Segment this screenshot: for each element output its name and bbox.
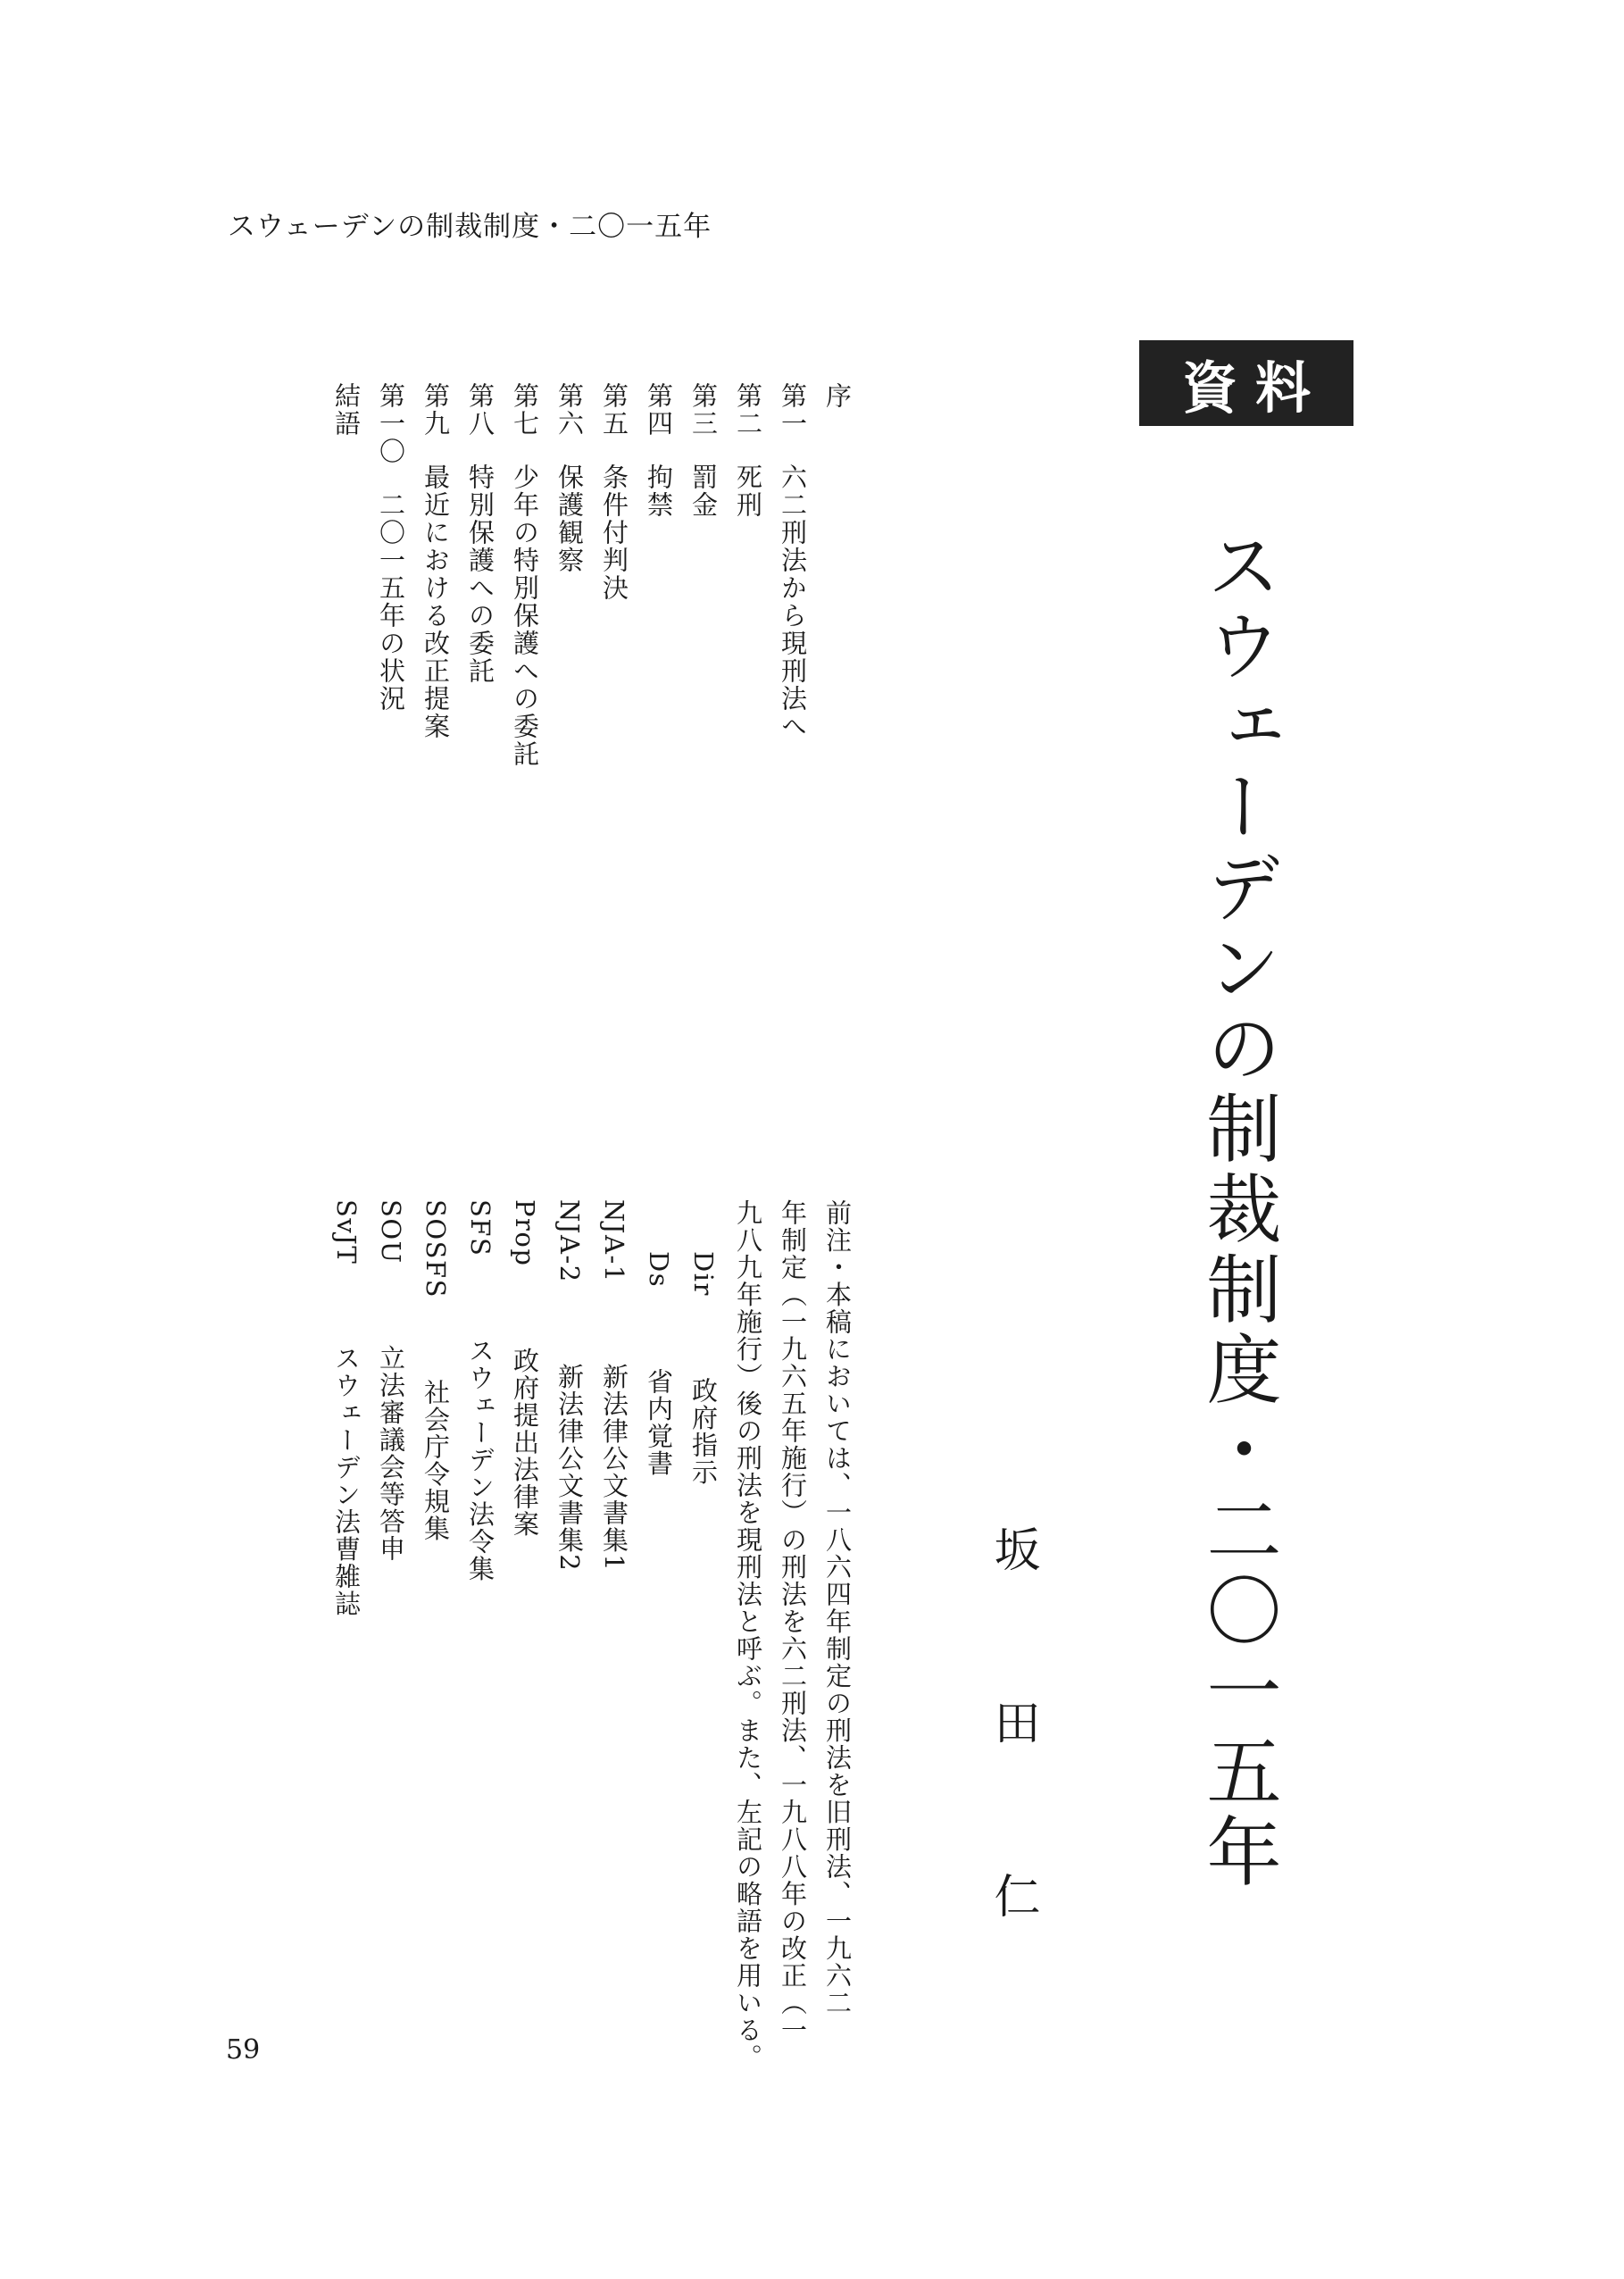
page-number: 59 [226,2034,261,2066]
abbreviation-key: SOU [376,1199,406,1265]
note-line: 前注・本稿においては、一八六四年制定の刑法を旧刑法、一九六二 [822,1199,853,2016]
toc-number: 結語 [331,382,362,438]
toc-number: 第四 [644,382,674,438]
toc-label: 拘禁 [644,463,674,519]
toc-label: 条件付判決 [599,463,629,602]
article-title: スウェーデンの制裁制度・二〇一五年 [1195,527,1282,1893]
author-char: 仁 [986,1872,1039,1918]
abbreviation-entry [324,1199,369,2021]
toc-label: 特別保護への委託 [465,463,496,685]
toc-item [369,382,413,882]
author-char: 坂 [986,1525,1039,1572]
abbreviation-value: 立法審議会等答申 [376,1344,406,1563]
toc-item [681,382,726,882]
abbreviation-value: 新法律公文書集2 [554,1363,585,1573]
abbreviation-key: NJA-1 [599,1199,629,1283]
abbreviation-value: 新法律公文書集1 [599,1363,629,1573]
preface-note [324,1199,860,2071]
toc-item [458,382,503,882]
abbreviation-value: 政府指示 [688,1376,719,1486]
section-badge: 資料 [1139,340,1353,426]
toc-number: 第七 [510,382,540,438]
toc-item [815,382,860,882]
abbreviation-value: 政府提出法律案 [510,1347,540,1538]
toc-item [770,382,815,882]
abbreviation-value: スウェーデン法令集 [465,1337,496,1582]
abbreviation-key: Dir [688,1251,719,1297]
abbreviation-key: SvJT [331,1199,362,1265]
note-line: 年制定（一九六五年施行）の刑法を六二刑法、一九八八年の改正（一 [778,1199,808,2044]
abbreviation-entry [458,1199,503,2021]
abbreviation-key: SFS [465,1199,496,1257]
toc-label: 死刑 [733,463,763,519]
abbreviation-value: 省内覚書 [644,1368,674,1478]
toc-item [726,382,770,882]
toc-number: 第九 [421,382,451,438]
toc-label: 最近における改正提案 [421,463,451,740]
author-char: 田 [986,1699,1039,1745]
running-header: スウェーデンの制裁制度・二〇一五年 [228,211,712,243]
toc-label: 罰金 [688,463,719,519]
abbreviation-key: Prop [510,1199,540,1267]
toc-number: 序 [822,382,853,410]
toc-item [503,382,547,882]
toc-number: 第六 [554,382,585,438]
table-of-contents [324,382,860,882]
toc-label: 二〇一五年の状況 [376,491,406,713]
toc-item [324,382,369,882]
abbreviation-value: スウェーデン法曹雑誌 [331,1345,362,1618]
toc-number: 第八 [465,382,496,438]
toc-number: 第五 [599,382,629,438]
abbreviation-entry [413,1199,458,2021]
abbreviation-entry [637,1199,681,2021]
abbreviation-entry [503,1199,547,2021]
toc-number: 第二 [733,382,763,438]
abbreviation-key: SOSFS [421,1199,451,1298]
toc-label: 少年の特別保護への委託 [510,463,540,768]
toc-label: 保護観察 [554,463,585,574]
abbreviation-key: Ds [644,1251,674,1289]
toc-item [547,382,592,882]
abbreviation-entry [369,1199,413,2021]
author-name [986,1525,1039,1918]
abbreviation-entry [592,1199,637,2021]
abbreviation-value: 社会庁令規集 [421,1379,451,1542]
toc-label: 六二刑法から現刑法へ [778,463,808,740]
note-line: 九八九年施行）後の刑法を現刑法と呼ぶ。また、左記の略語を用いる。 [733,1199,763,2071]
toc-number: 第一〇 [376,382,406,465]
toc-item [637,382,681,882]
abbreviation-entry [547,1199,592,2021]
toc-number: 第三 [688,382,719,438]
abbreviation-key: NJA-2 [554,1199,585,1283]
toc-item [413,382,458,882]
abbreviation-entry [681,1199,726,2021]
toc-item [592,382,637,882]
toc-number: 第一 [778,382,808,438]
